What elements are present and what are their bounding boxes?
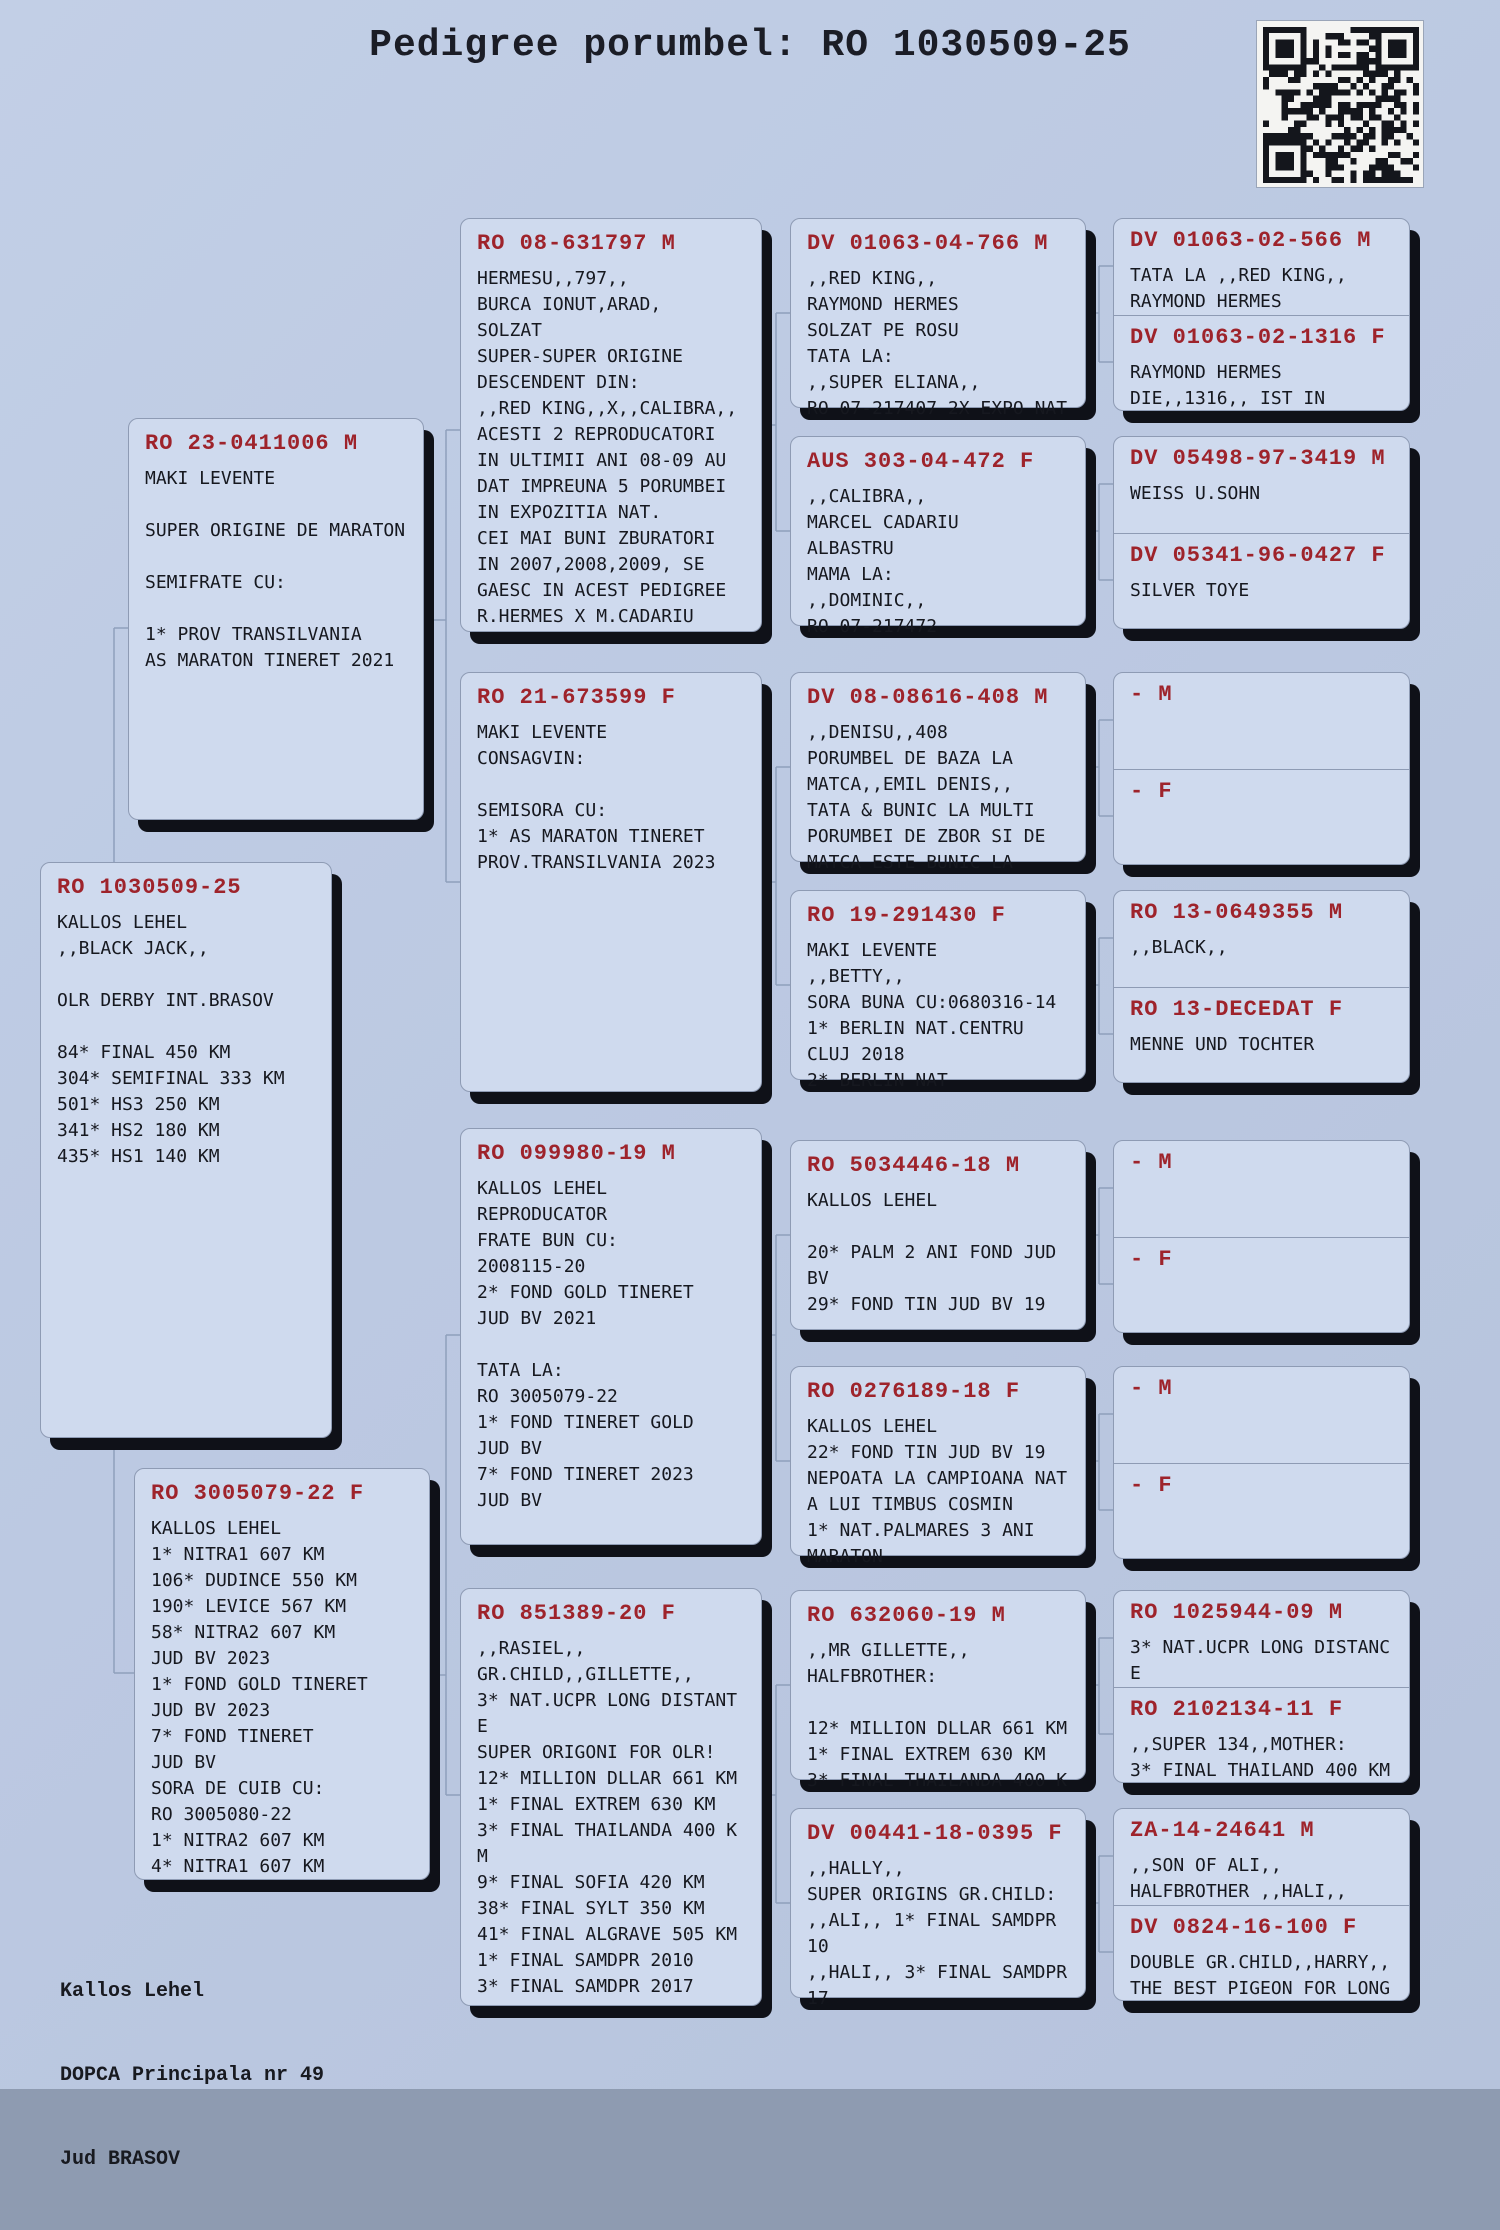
pedigree-box-great-grandparent	[790, 1808, 1086, 2009]
pedigree-box-gg-female	[1114, 315, 1409, 411]
box-notes: MAKI LEVENTE CONSAGVIN: SEMISORA CU: 1* AS MARATON TINERET PROV.TRANSILVANIA 2023	[477, 722, 716, 873]
ring-number: DV 00441-18-0395 F	[807, 1821, 1063, 1846]
pedigree-box-gg-male	[1114, 1141, 1409, 1237]
ring-number: - M	[1130, 1376, 1173, 1401]
pedigree-box-great-grandparent	[790, 1590, 1086, 1791]
box-notes: ,,RASIEL,, GR.CHILD,,GILLETTE,, 3* NAT.UCPR LONG DISTANT E SUPER ORIGONI FOR OLR! 12* MILLION DLLAR 661 KM 1* FINAL EXTREM 630 KM 3* FINAL THAILANDA 400 K M 9* FINAL SOFIA 420 KM 38* FINAL SYLT 350 KM 41* FINAL ALGRAVE 505 KM 1* FINAL SAMDPR 2010 3* FINAL SAMDPR 2017	[477, 1638, 738, 1997]
page-title: Pedigree porumbel: RO 1030509-25	[369, 24, 1131, 67]
pedigree-box-paternal-grandmother	[460, 672, 762, 1092]
owner-block	[60, 1922, 325, 2171]
box-notes: 3* NAT.UCPR LONG DISTANC E	[1130, 1637, 1391, 1684]
ring-number: RO 21-673599 F	[477, 685, 676, 710]
ring-number: DV 01063-04-766 M	[807, 231, 1049, 256]
pedigree-box-maternal-grandfather	[460, 1128, 762, 1545]
pedigree-box-great-grandparent	[790, 1366, 1086, 1567]
pedigree-box-great-grandparent	[790, 436, 1086, 637]
ring-number: RO 0276189-18 F	[807, 1379, 1021, 1404]
ring-number: RO 19-291430 F	[807, 903, 1006, 928]
pedigree-box-great-grandparent	[790, 672, 1086, 873]
ring-number: DV 05498-97-3419 M	[1130, 446, 1386, 471]
ring-number: DV 0824-16-100 F	[1130, 1915, 1358, 1940]
box-notes: KALLOS LEHEL ,,BLACK JACK,, OLR DERBY INT.BRASOV 84* FINAL 450 KM 304* SEMIFINAL 333 KM 501* HS3 250 KM 341* HS2 180 KM 435* HS1 140 KM	[57, 912, 285, 1167]
box-notes: ,,BLACK,,	[1130, 937, 1228, 958]
qr-code-pattern	[1263, 27, 1419, 183]
box-notes: SILVER TOYE	[1130, 580, 1250, 601]
box-notes: KALLOS LEHEL 1* NITRA1 607 KM 106* DUDINCE 550 KM 190* LEVICE 567 KM 58* NITRA2 607 KM JUD BV 2023 1* FOND GOLD TINERET JUD BV 2023 7* FOND TINERET JUD BV SORA DE CUIB CU: RO 3005080-22 1* NITRA2 607 KM 4* NITRA1 607 KM	[151, 1518, 368, 1877]
ring-number: RO 13-DECEDAT F	[1130, 997, 1344, 1022]
pedigree-box-gg-female	[1114, 1687, 1409, 1783]
box-notes	[1114, 1181, 1409, 1193]
ring-number: DV 05341-96-0427 F	[1130, 543, 1386, 568]
box-notes: WEISS U.SOHN	[1130, 483, 1261, 504]
pedigree-pair	[1113, 672, 1410, 865]
pedigree-pair	[1113, 1366, 1410, 1559]
ring-number: - F	[1130, 779, 1173, 804]
pedigree-box-gg-female	[1114, 1905, 1409, 2001]
pedigree-box-gg-male	[1114, 1367, 1409, 1463]
box-notes: TATA LA ,,RED KING,, RAYMOND HERMES	[1130, 265, 1347, 312]
ring-number: AUS 303-04-472 F	[807, 449, 1035, 474]
box-notes: MAKI LEVENTE SUPER ORIGINE DE MARATON SEMIFRATE CU: 1* PROV TRANSILVANIA AS MARATON TINERET 2021	[145, 468, 406, 671]
box-notes: ,,SUPER 134,,MOTHER: 3* FINAL THAILAND 400 KM	[1130, 1734, 1391, 1781]
pedigree-box-great-grandparent	[790, 890, 1086, 1091]
pedigree-box-gg-female	[1114, 533, 1409, 629]
pedigree-pair	[1113, 1808, 1410, 2001]
pedigree-box-maternal-grandmother	[460, 1588, 762, 2006]
ring-number: DV 08-08616-408 M	[807, 685, 1049, 710]
box-notes: ,,SON OF ALI,, HALFBROTHER ,,HALI,,	[1130, 1855, 1347, 1902]
ring-number: RO 23-0411006 M	[145, 431, 359, 456]
ring-number: RO 851389-20 F	[477, 1601, 676, 1626]
box-notes: ,,DENISU,,408 PORUMBEL DE BAZA LA MATCA,,EMIL DENIS,, TATA & BUNIC LA MULTI PORUMBEI DE ZBOR SI DE MATCA ESTE BUNIC LA	[807, 722, 1046, 873]
box-notes: KALLOS LEHEL 20* PALM 2 ANI FOND JUD BV 29* FOND TIN JUD BV 19	[807, 1190, 1057, 1315]
box-notes: KALLOS LEHEL 22* FOND TIN JUD BV 19 NEPOATA LA CAMPIOANA NAT A LUI TIMBUS COSMIN 1* NAT.PALMARES 3 ANI MARATON	[807, 1416, 1068, 1567]
ring-number: RO 1025944-09 M	[1130, 1600, 1344, 1625]
pedigree-pair	[1113, 1590, 1410, 1783]
ring-number: RO 1030509-25	[57, 875, 242, 900]
ring-number: RO 13-0649355 M	[1130, 900, 1344, 925]
pedigree-box-gg-male	[1114, 673, 1409, 769]
pedigree-box-gg-male	[1114, 1809, 1409, 1905]
box-notes: MENNE UND TOCHTER	[1130, 1034, 1315, 1055]
box-notes: ,,MR GILLETTE,, HALFBROTHER: 12* MILLION DLLAR 661 KM 1* FINAL EXTREM 630 KM 3* FINAL THAILANDA 400 K	[807, 1640, 1068, 1791]
box-notes: HERMESU,,797,, BURCA IONUT,ARAD, SOLZAT SUPER-SUPER ORIGINE DESCENDENT DIN: ,,RED KING,,X,,CALIBRA,, ACESTI 2 REPRODUCATORI IN ULTIMII ANI 08-09 AU DAT IMPREUNA 5 PORUMBEI IN EXPOZITIA NAT. CEI MAI BUNI ZBURATORI IN 2007,2008,2009, SE GAESC IN ACEST PEDIGREE R.HERMES X M.CADARIU	[477, 268, 738, 627]
pedigree-box-gg-female	[1114, 987, 1409, 1083]
pedigree-box-gg-female	[1114, 1237, 1409, 1333]
ring-number: - F	[1130, 1247, 1173, 1272]
ring-number: RO 08-631797 M	[477, 231, 676, 256]
box-notes: RAYMOND HERMES DIE,,1316,, IST IN	[1130, 362, 1326, 409]
ring-number: - M	[1130, 682, 1173, 707]
ring-number: RO 632060-19 M	[807, 1603, 1006, 1628]
box-notes: ,,RED KING,, RAYMOND HERMES SOLZAT PE ROSU TATA LA: ,,SUPER ELIANA,, RO 07-217407 2X EXPO NAT	[807, 268, 1068, 419]
ring-number: DV 01063-02-1316 F	[1130, 325, 1386, 350]
box-notes: DOUBLE GR.CHILD,,HARRY,, THE BEST PIGEON FOR LONG	[1130, 1952, 1391, 1999]
ring-number: ZA-14-24641 M	[1130, 1818, 1315, 1843]
box-notes	[1114, 810, 1409, 822]
pedigree-box-paternal-grandfather	[460, 218, 762, 632]
owner-county: Jud BRASOV	[60, 2148, 181, 2171]
ring-number: RO 099980-19 M	[477, 1141, 676, 1166]
pedigree-pair	[1113, 436, 1410, 629]
pedigree-box-gg-male	[1114, 1591, 1409, 1687]
pedigree-box-gg-male	[1114, 891, 1409, 987]
box-notes	[1114, 1278, 1409, 1290]
pedigree-pair	[1113, 218, 1410, 411]
owner-address: DOPCA Principala nr 49	[60, 2064, 325, 2087]
box-notes	[1114, 713, 1409, 725]
pedigree-pair	[1113, 1140, 1410, 1333]
owner-name: Kallos Lehel	[60, 1980, 205, 2003]
pedigree-box-father	[128, 418, 424, 820]
pedigree-box-gg-male	[1114, 219, 1409, 315]
ring-number: RO 2102134-11 F	[1130, 1697, 1344, 1722]
box-notes: KALLOS LEHEL REPRODUCATOR FRATE BUN CU: 2008115-20 2* FOND GOLD TINERET JUD BV 2021 TATA LA: RO 3005079-22 1* FOND TINERET GOLD JUD BV 7* FOND TINERET 2023 JUD BV	[477, 1178, 694, 1511]
box-notes	[1114, 1407, 1409, 1419]
pedigree-box-great-grandparent	[790, 218, 1086, 419]
ring-number: DV 01063-02-566 M	[1130, 228, 1372, 253]
pedigree-box-great-grandparent	[790, 1140, 1086, 1330]
box-notes: ,,CALIBRA,, MARCEL CADARIU ALBASTRU MAMA LA: ,,DOMINIC,, RO 07-217472	[807, 486, 959, 637]
pedigree-box-gg-male	[1114, 437, 1409, 533]
ring-number: RO 3005079-22 F	[151, 1481, 365, 1506]
ring-number: RO 5034446-18 M	[807, 1153, 1021, 1178]
ring-number: - F	[1130, 1473, 1173, 1498]
box-notes: ,,HALLY,, SUPER ORIGINS GR.CHILD: ,,ALI,, 1* FINAL SAMDPR 10 ,,HALI,, 3* FINAL SAMDPR 17	[807, 1858, 1068, 2009]
pedigree-box-gg-female	[1114, 769, 1409, 865]
pedigree-box-mother	[134, 1468, 430, 1880]
box-notes: MAKI LEVENTE ,,BETTY,, SORA BUNA CU:0680316-14 1* BERLIN NAT.CENTRU CLUJ 2018 2* BERLIN NAT	[807, 940, 1057, 1091]
qr-code	[1256, 20, 1424, 188]
box-notes	[1114, 1504, 1409, 1516]
pedigree-box-gg-female	[1114, 1463, 1409, 1559]
pedigree-pair	[1113, 890, 1410, 1083]
pedigree-box-subject	[40, 862, 332, 1438]
ring-number: - M	[1130, 1150, 1173, 1175]
